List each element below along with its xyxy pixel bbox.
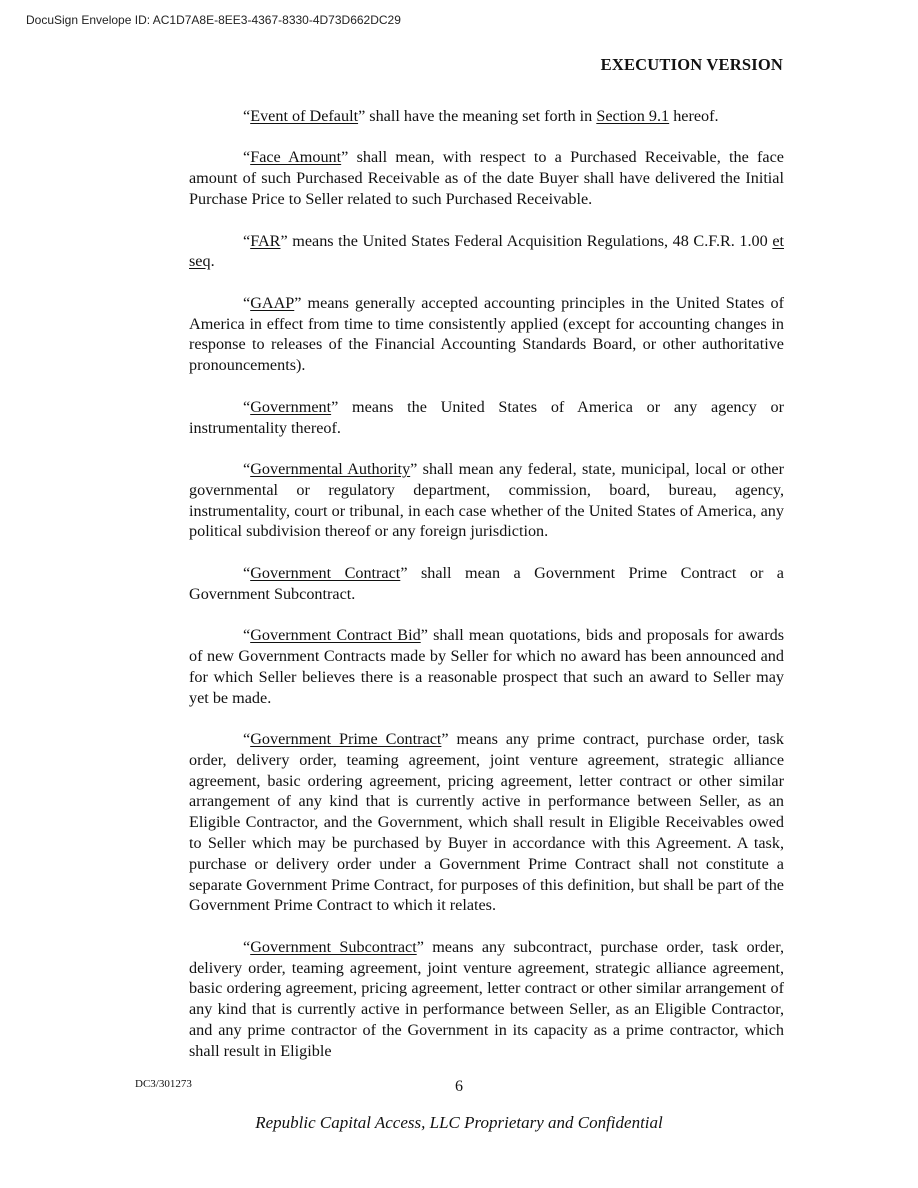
document-id: DC3/301273: [135, 1078, 192, 1090]
page-number: 6: [455, 1078, 463, 1095]
defined-term: Government Subcontract: [250, 937, 417, 956]
defined-term: Government Contract: [250, 563, 401, 582]
definitions-body: [189, 106, 784, 1062]
et-text: et: [772, 231, 784, 250]
defined-term: Government: [250, 397, 332, 416]
definition-government-prime-contract: “Government Prime Contract” means any prime contract, purchase order, task order, delivery order, teaming agreement, joint venture agreement, strategic alliance agreement, basic ordering agreement, pricing agreement, letter contract or other similar arrangement of any kind that is currently active in performance between Seller, as an Eligible Contractor, and the Government, which shall result in Eligible Receivables owed to Seller which may be purchased by Buyer in accordance with this Agreement. A task, purchase or delivery order under a Government Prime Contract shall not constitute a separate Government Prime Contract, for purposes of this definition, but shall be part of the Government Prime Contract to which it relates.: [189, 730, 785, 915]
definition-government: “Government” means the United States of America or any agency or instrumentality thereof.: [189, 397, 784, 437]
defined-term: Government Prime Contract: [250, 730, 442, 749]
defined-term: GAAP: [250, 293, 295, 312]
section-reference: Section 9.1: [596, 107, 670, 125]
defined-term: Face Amount: [250, 148, 342, 167]
defined-term: Governmental Authority: [250, 460, 411, 478]
definition-event-of-default: “Event of Default” shall have the meaning set forth in Section 9.1 hereof.: [243, 107, 719, 125]
defined-term: Event of Default: [250, 107, 359, 125]
definition-gaap: “GAAP” means generally accepted accounting principles in the United States of America in effect from time to time consistently applied (except for accounting changes in response to releases of the Financial Accounting Standards Board, or other authoritative pronouncements).: [189, 293, 784, 375]
confidentiality-footer: Republic Capital Access, LLC Proprietary and Confidential: [255, 1113, 663, 1132]
definition-government-contract-bid: “Government Contract Bid” shall mean quotations, bids and proposals for awards of new Government Contracts made by Seller for which no award has been announced and for which Seller believes there is a reasonable prospect that such an award to Seller may yet be made.: [189, 626, 784, 707]
definition-government-subcontract: “Government Subcontract” means any subcontract, purchase order, task order, delivery order, teaming agreement, joint venture agreement, strategic alliance agreement, basic ordering agreement, pricing agreement, letter contract or other similar arrangement of any kind that is currently active in performance between Seller, as an Eligible Contractor, and any prime contractor of the Government in its capacity as a prime contractor, which shall result in Eligible: [189, 937, 785, 1060]
definition-face-amount: “Face Amount” shall mean, with respect to a Purchased Receivable, the face amount of such Purchased Receivable as of the date Buyer shall have delivered the Initial Purchase Price to Seller related to such Purchased Receivable.: [189, 148, 784, 209]
definition-government-contract: “Government Contract” shall mean a Government Prime Contract or a Government Subcontract.: [189, 563, 784, 603]
defined-term: Government Contract Bid: [250, 626, 421, 645]
execution-version-heading: EXECUTION VERSION: [600, 55, 783, 74]
envelope-id: DocuSign Envelope ID: AC1D7A8E-8EE3-4367-8330-4D73D662DC29: [26, 13, 401, 27]
definition-far: “FAR” means the United States Federal Acquisition Regulations, 48 C.F.R. 1.00 et seq.: [189, 231, 784, 271]
definition-governmental-authority: “Governmental Authority” shall mean any federal, state, municipal, local or other governmental or regulatory department, commission, board, bureau, agency, instrumentality, court or tribunal, in each case whether of the United States of America, any political subdivision thereof or any foreign jurisdiction.: [189, 460, 784, 541]
seq-text: seq: [189, 252, 211, 271]
defined-term: FAR: [250, 231, 281, 250]
